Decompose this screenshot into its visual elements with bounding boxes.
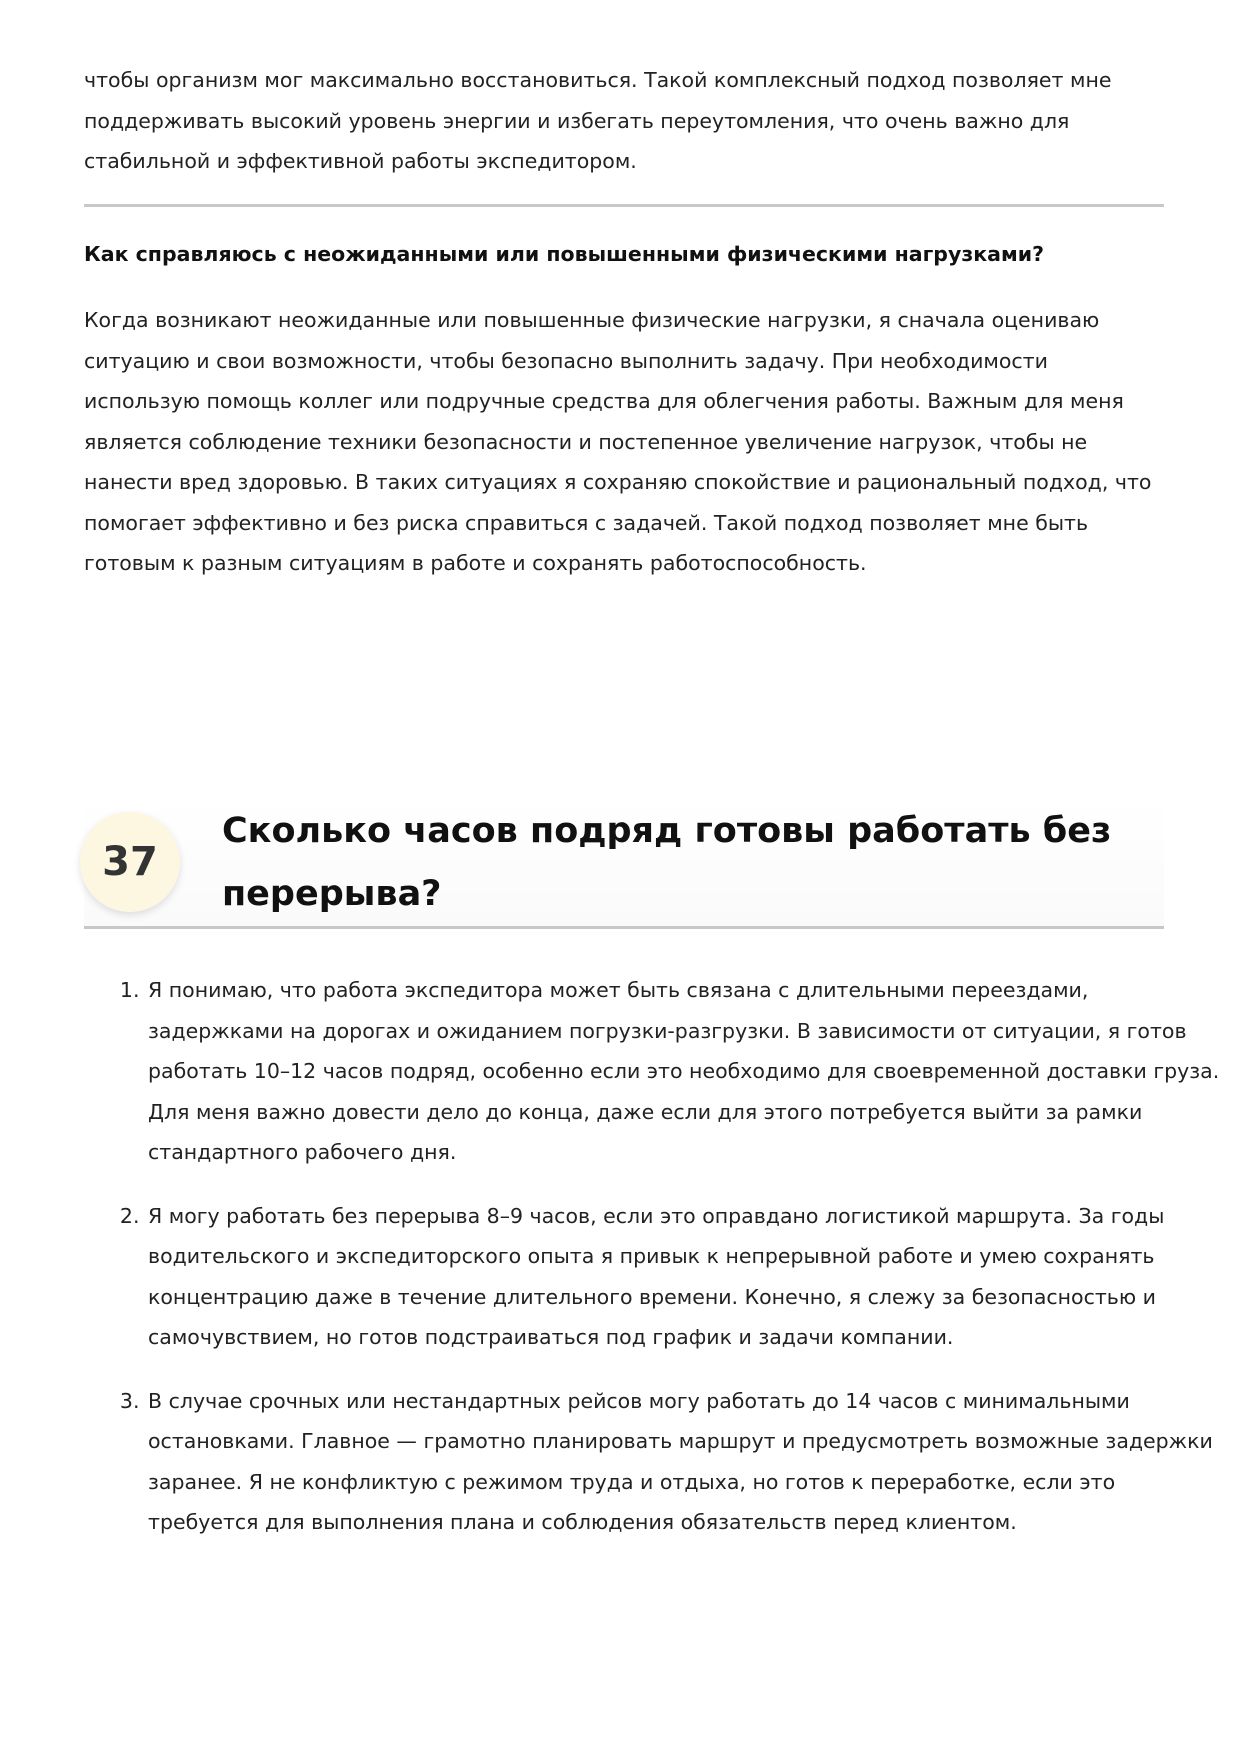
- question-number-badge: 37: [80, 812, 180, 912]
- answers-list: [84, 970, 1226, 1566]
- question-title: Сколько часов подряд готовы работать без перерыва?: [222, 811, 1112, 914]
- answer-item: 2. Я могу работать без перерыва 8–9 часов, если это оправдано логистикой маршрута. За годы водительского и экспедиторского опыта я привык к непрерывной работе и умею сохранять концентрацию даже в течение длительного времени. Конечно, я слежу за безопасностью и самочувствием, но готов подстраиваться под график и задачи компании.: [146, 1196, 1226, 1358]
- question-header: [84, 800, 1164, 927]
- answer-item: 3. В случае срочных или нестандартных рейсов могу работать до 14 часов с минимальными остановками. Главное — грамотно планировать маршрут и предусмотреть возможные задержки заранее. Я не конфликтую с режимом труда и отдыха, но готов к переработке, если это требуется для выполнения плана и соблюдения обязательств перед клиентом.: [146, 1381, 1226, 1543]
- subsection-paragraph: Когда возникают неожиданные или повышенные физические нагрузки, я сначала оцениваю ситуацию и свои возможности, чтобы безопасно выполнить задачу. При необходимости использую помощь коллег или подручные средства для облегчения работы. Важным для меня является соблюдение техники безопасности и постепенное увеличение нагрузок, чтобы не нанести вред здоровью. В таких ситуациях я сохраняю спокойствие и рациональный подход, что помогает эффективно и без риска справиться с задачей. Такой подход позволяет мне быть готовым к разным ситуациям в работе и сохранять работоспособность.: [84, 308, 1152, 575]
- answer-item: 1. Я понимаю, что работа экспедитора может быть связана с длительными переездами, задержками на дорогах и ожиданием погрузки-разгрузки. В зависимости от ситуации, я готов работать 10–12 часов подряд, особенно если это необходимо для своевременной доставки груза. Для меня важно довести дело до конца, даже если для этого потребуется выйти за рамки стандартного рабочего дня.: [146, 970, 1226, 1173]
- intro-paragraph: чтобы организм мог максимально восстановиться. Такой комплексный подход позволяет мне поддерживать высокий уровень энергии и избегать переутомления, что очень важно для стабильной и эффективной работы экспедитором.: [84, 68, 1112, 173]
- question-divider: [84, 926, 1164, 929]
- subsection-title: Как справляюсь с неожиданными или повышенными физическими нагрузками?: [84, 242, 1045, 266]
- divider: [84, 204, 1164, 207]
